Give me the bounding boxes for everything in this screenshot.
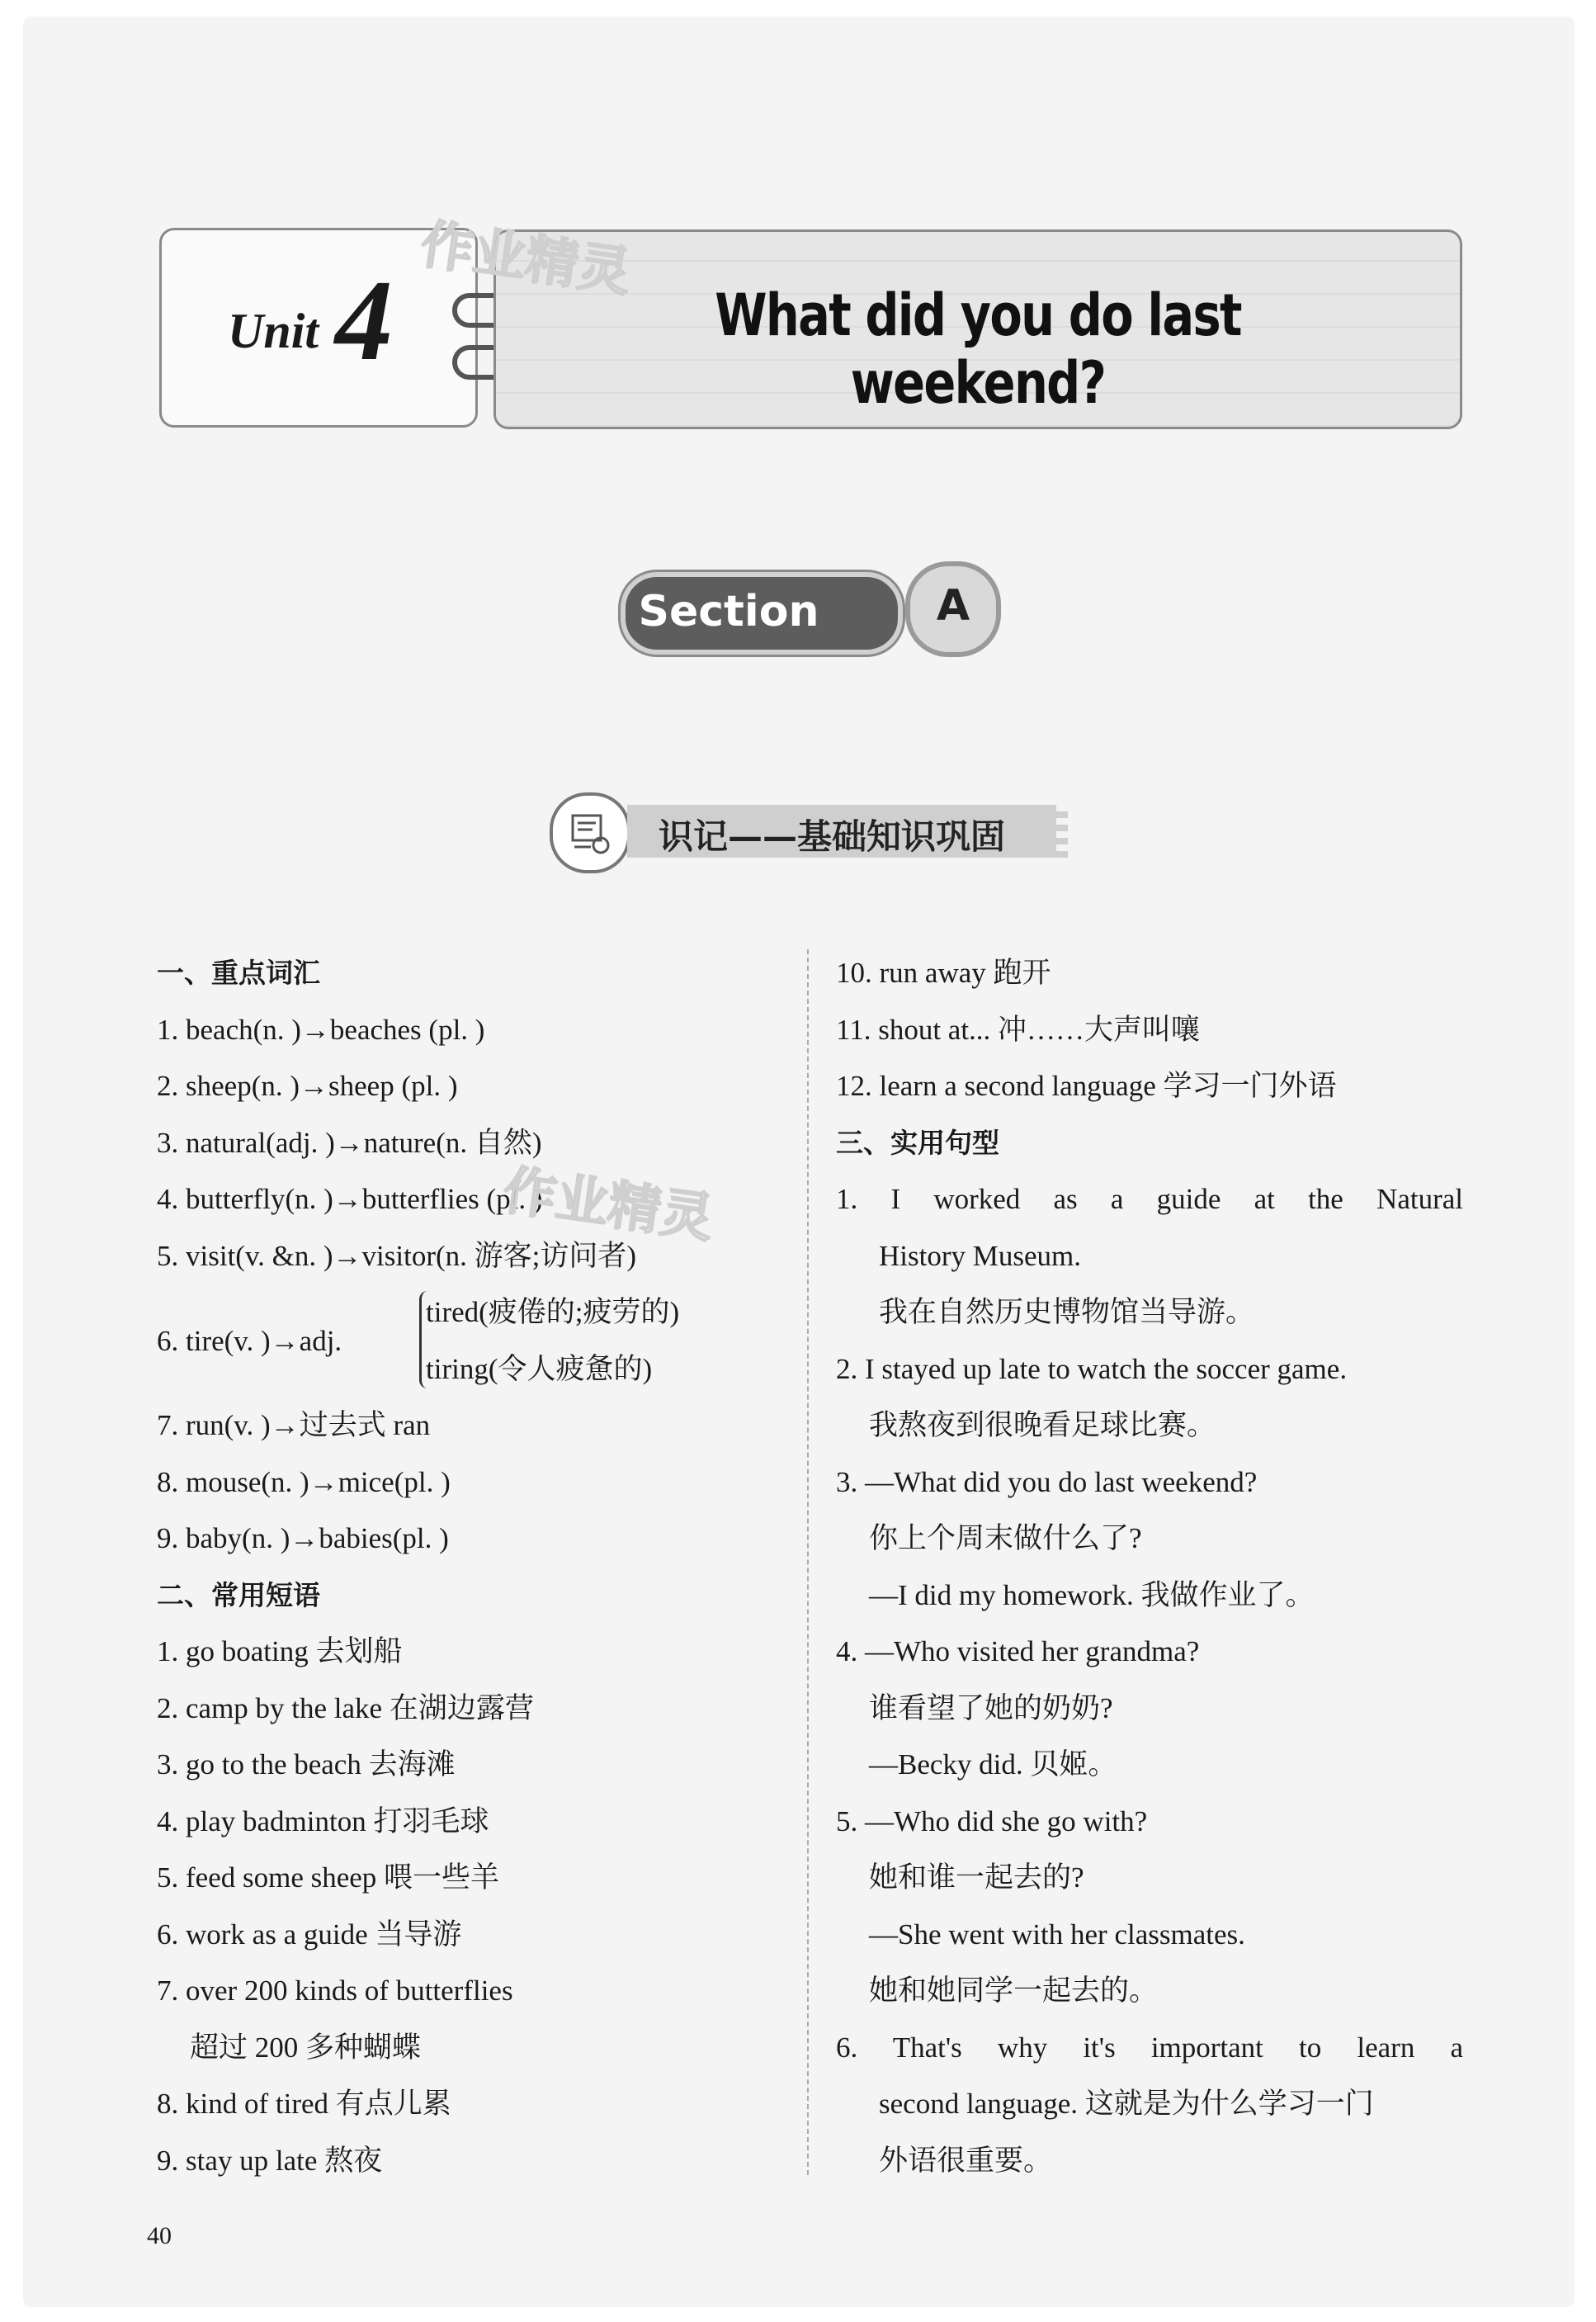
phrase-item: 12. learn a second language 学习一门外语 xyxy=(836,1070,1337,1102)
vocab-option: tiring(令人疲惫的) xyxy=(426,1352,653,1385)
phrase-item: 11. shout at... 冲……大声叫嚷 xyxy=(836,1013,1201,1046)
sentence-line: 5. —Who did she go with? xyxy=(836,1804,1148,1837)
vocab-item-brace xyxy=(157,1284,784,1397)
section-banner-text: 识记——基础知识巩固 xyxy=(659,816,1006,857)
left-column xyxy=(157,945,784,2189)
section-label: Section xyxy=(638,587,819,636)
sentence-translation: 她和她同学一起去的。 xyxy=(869,1974,1159,2007)
sentence-line: 3. —What did you do last weekend? xyxy=(836,1465,1258,1498)
section-badge xyxy=(621,572,903,655)
vocab-item: 1. beach(n. )→beaches (pl. ) xyxy=(157,1013,485,1046)
sentence-line: —I did my homework. 我做作业了。 xyxy=(869,1578,1315,1611)
sentence-line: 6. That's why it's important to learn a xyxy=(836,2031,1463,2064)
sentence-translation: 你上个周末做什么了? xyxy=(869,1522,1142,1554)
memo-icon xyxy=(550,792,630,873)
vocab-item: 3. natural(adj. )→nature(n. 自然) xyxy=(157,1126,542,1159)
phrase-item: 10. run away 跑开 xyxy=(836,957,1051,989)
phrase-item: 5. feed some sheep 喂一些羊 xyxy=(157,1861,500,1894)
sentence-line: 1. I worked as a guide at the Natural xyxy=(836,1183,1463,1215)
sentence-translation: 谁看望了她的奶奶? xyxy=(869,1691,1113,1724)
vocab-item: 9. baby(n. )→babies(pl. ) xyxy=(157,1522,449,1554)
phrase-item: 4. play badminton 打羽毛球 xyxy=(157,1804,489,1837)
section-letter: A xyxy=(936,581,970,631)
vocab-item: 6. tire(v. )→adj. xyxy=(157,1325,342,1357)
vocab-item: 5. visit(v. &n. )→visitor(n. 游客;访问者) xyxy=(157,1239,637,1272)
unit-number: 4 xyxy=(335,257,393,385)
sentence-line: 2. I stayed up late to watch the soccer game. xyxy=(836,1352,1348,1385)
phrase-translation: 超过 200 多种蝴蝶 xyxy=(190,2031,422,2064)
unit-label: Unit xyxy=(228,304,319,358)
vocab-heading: 一、重点词汇 xyxy=(157,957,320,989)
sentence-line: History Museum. xyxy=(879,1239,1081,1272)
phrase-item: 2. camp by the lake 在湖边露营 xyxy=(157,1691,534,1724)
phrase-item: 3. go to the beach 去海滩 xyxy=(157,1748,456,1781)
sentence-line: —She went with her classmates. xyxy=(869,1918,1245,1951)
vocab-item: 8. mouse(n. )→mice(pl. ) xyxy=(157,1465,451,1498)
sentence-heading: 三、实用句型 xyxy=(836,1126,999,1159)
sentence-line: second language. 这就是为什么学习一门 xyxy=(879,2088,1374,2120)
sentence-line: —Becky did. 贝姬。 xyxy=(869,1748,1117,1781)
vocab-item: 4. butterfly(n. )→butterflies (pl. ) xyxy=(157,1183,543,1215)
phrase-item: 6. work as a guide 当导游 xyxy=(157,1918,462,1951)
section-banner xyxy=(627,805,1056,858)
column-divider xyxy=(807,949,809,2175)
vocab-item: 7. run(v. )→过去式 ran xyxy=(157,1409,431,1441)
phrase-heading: 二、常用短语 xyxy=(157,1578,320,1611)
phrase-item: 9. stay up late 熬夜 xyxy=(157,2144,383,2177)
unit-title-box xyxy=(493,229,1462,429)
watermark: 作业精灵 xyxy=(417,214,635,305)
sentence-translation: 外语很重要。 xyxy=(879,2144,1053,2177)
unit-title: What did you do last weekend? xyxy=(715,281,1241,417)
phrase-item: 8. kind of tired 有点儿累 xyxy=(157,2088,451,2120)
vocab-option: tired(疲倦的;疲劳的) xyxy=(426,1296,680,1328)
vocab-item: 2. sheep(n. )→sheep (pl. ) xyxy=(157,1070,458,1102)
phrase-item: 1. go boating 去划船 xyxy=(157,1635,403,1667)
page-number: 40 xyxy=(147,2222,172,2249)
sentence-translation: 我在自然历史博物馆当导游。 xyxy=(879,1296,1255,1328)
sentence-line: 4. —Who visited her grandma? xyxy=(836,1635,1200,1667)
watermark: 作业精灵 xyxy=(499,1160,718,1251)
sentence-translation: 她和谁一起去的? xyxy=(869,1861,1084,1894)
phrase-item: 7. over 200 kinds of butterflies xyxy=(157,1974,513,2007)
right-column xyxy=(836,945,1463,2189)
banner-decoration xyxy=(1048,805,1068,858)
section-letter-badge xyxy=(905,561,1001,657)
sentence-translation: 我熬夜到很晚看足球比赛。 xyxy=(869,1409,1216,1441)
